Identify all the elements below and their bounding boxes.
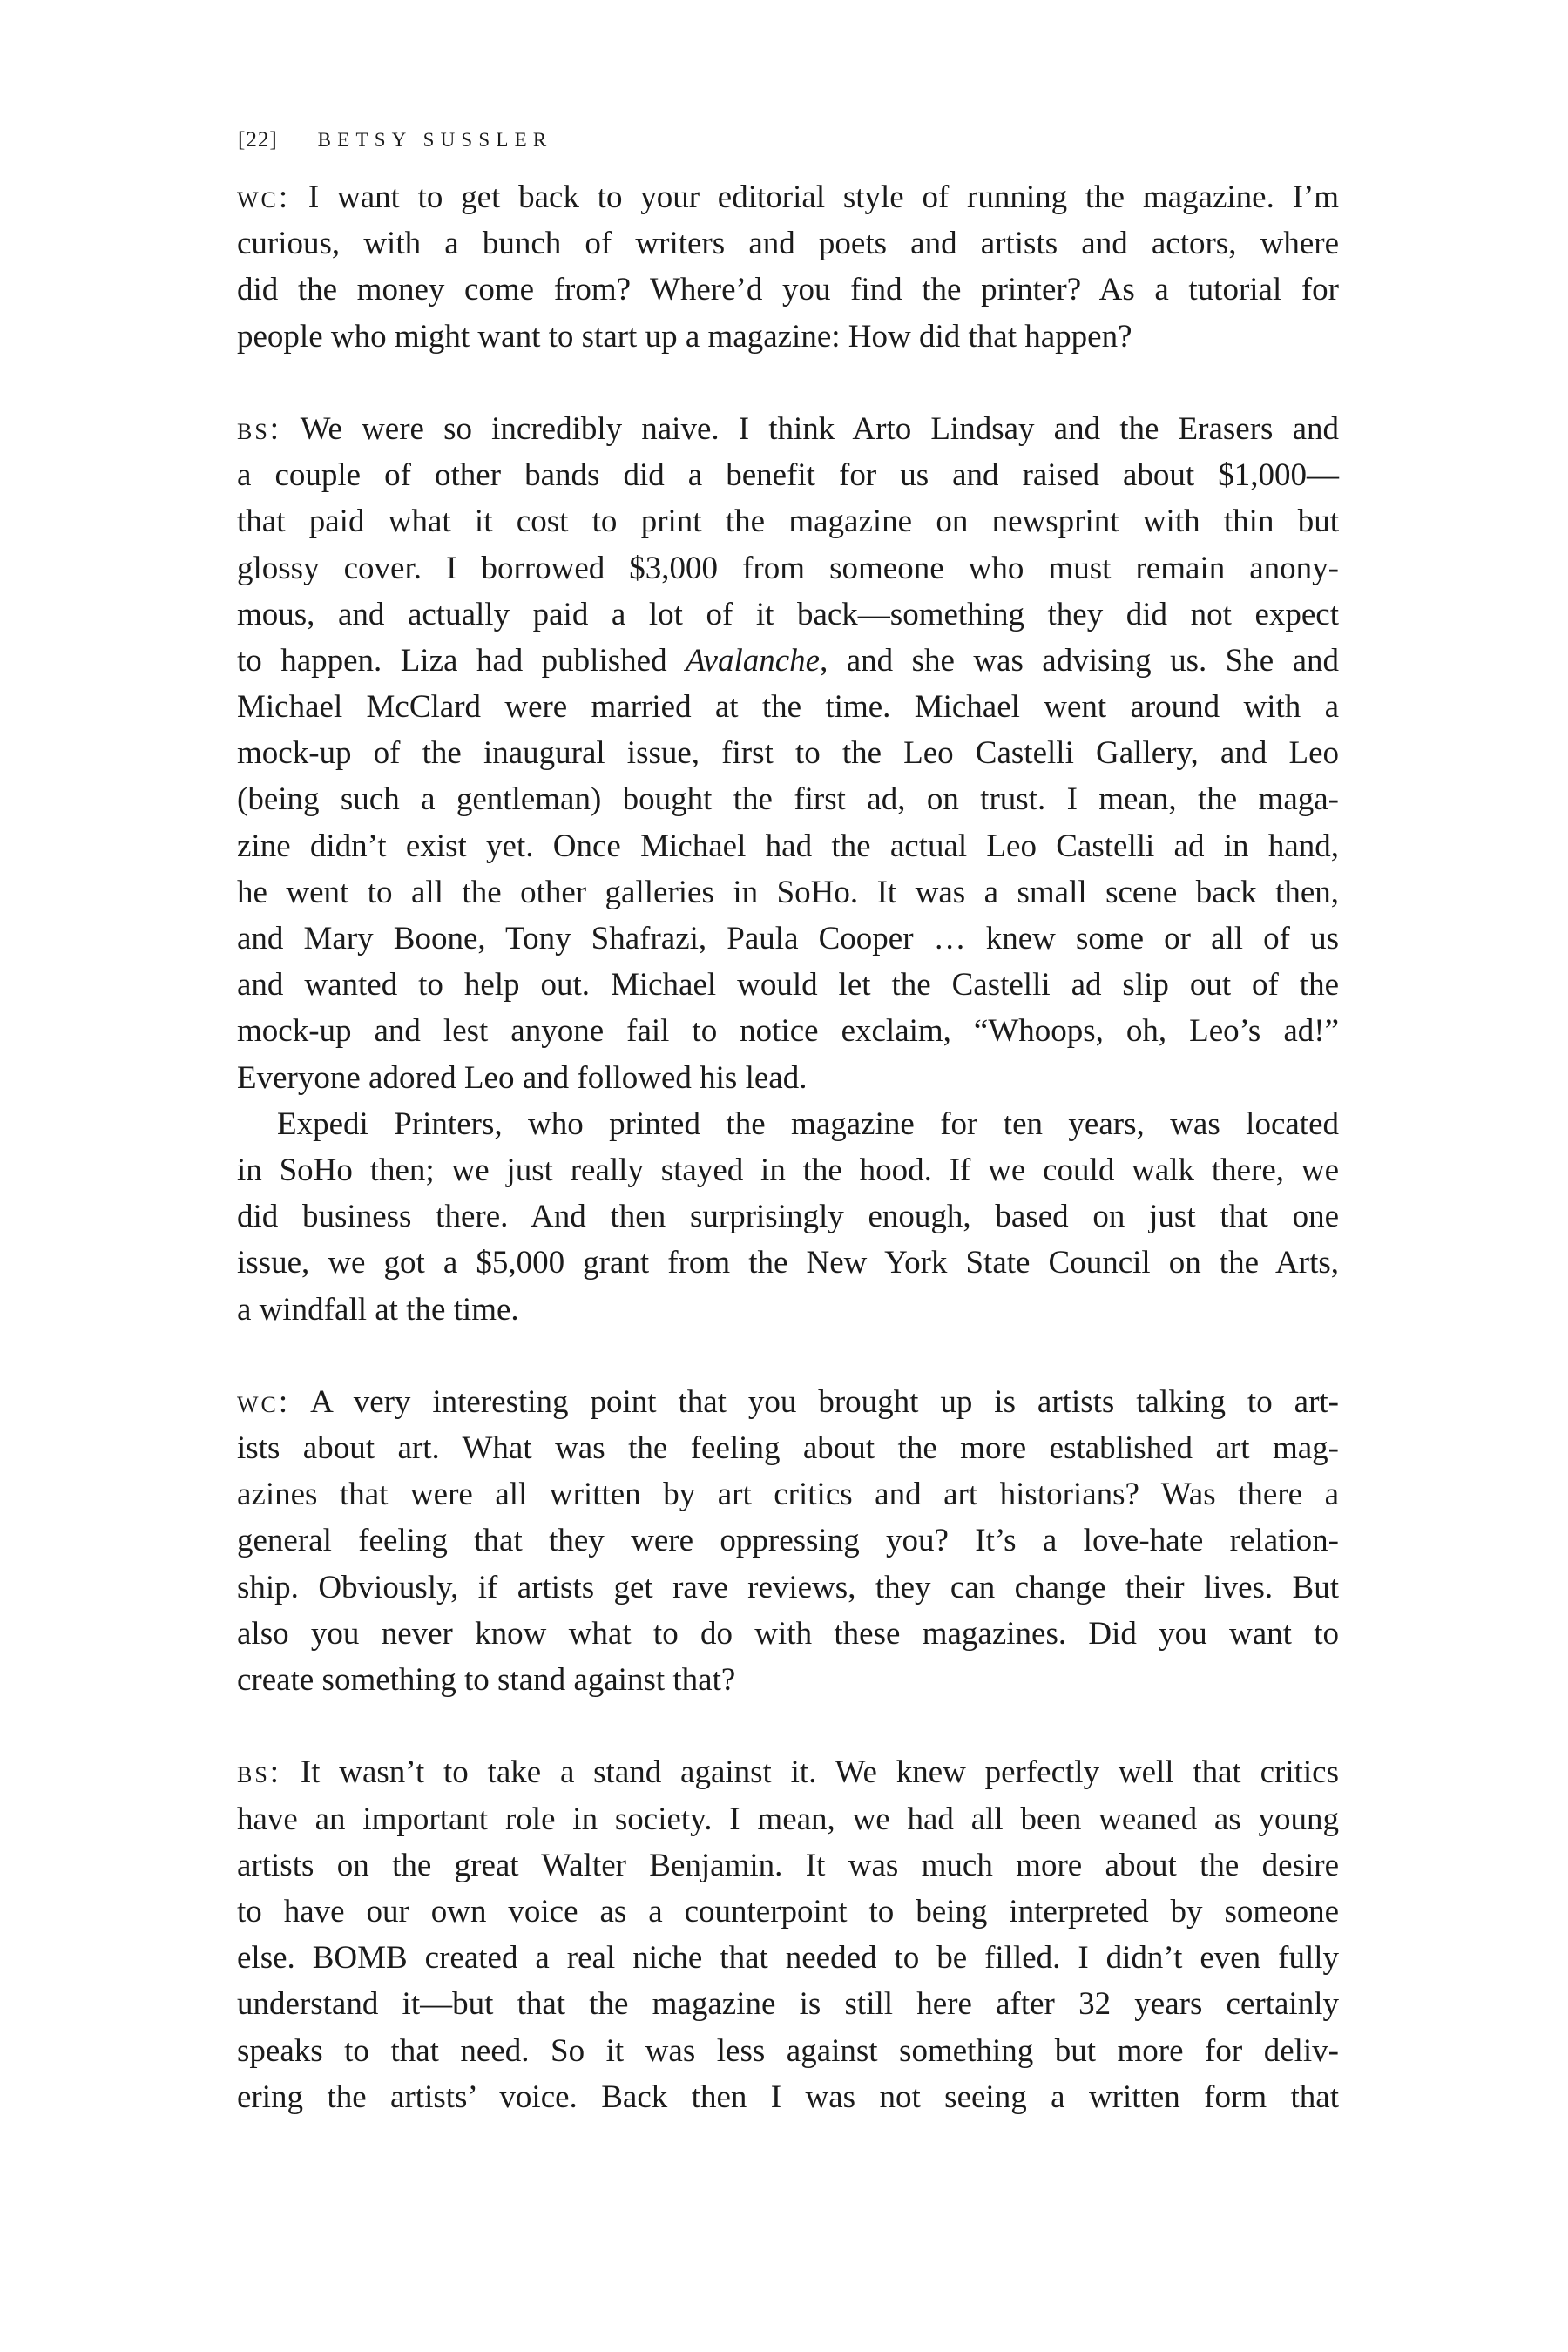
paragraph-gap: [237, 360, 1339, 406]
text-line: a couple of other bands did a benefit for us and raised about $1,000—: [237, 457, 1339, 494]
text-line: curious, with a bunch of writers and poets and artists and actors, where: [237, 226, 1339, 262]
text-line: did business there. And then surprisingly enough, based on just that one: [237, 1199, 1339, 1235]
text-line: that paid what it cost to print the magazine on newsprint with thin but: [237, 504, 1339, 540]
text-line: wc: I want to get back to your editorial style of running the magazine. I’m: [237, 179, 1339, 215]
text-line: speaks to that need. So it was less against something but more for deliv-: [237, 2032, 1339, 2069]
speaker-label: bs:: [237, 1754, 282, 1791]
running-head: [238, 127, 552, 153]
text-line: (being such a gentleman) bought the first ad, on trust. I mean, the maga-: [237, 781, 1339, 818]
text-line: create something to stand against that?: [237, 1662, 736, 1698]
text-line: he went to all the other galleries in SoHo. It was a small scene back then,: [237, 874, 1339, 910]
interview-answer: [237, 406, 1339, 1101]
text-line: ship. Obviously, if artists get rave reviews, they can change their lives. But: [237, 1569, 1339, 1605]
speaker-label: wc:: [237, 1383, 291, 1420]
text-line: mock-up of the inaugural issue, first to the Leo Castelli Gallery, and Leo: [237, 735, 1339, 772]
text-line: general feeling that they were oppressing you? It’s a love-hate relation-: [237, 1523, 1339, 1559]
text-line: did the money come from? Where’d you find the printer? As a tutorial for: [237, 272, 1339, 308]
text-line: to happen. Liza had published Avalanche, and she was advising us. She and: [237, 642, 1339, 679]
text-line: zine didn’t exist yet. Once Michael had the actual Leo Castelli ad in hand,: [237, 828, 1339, 864]
text-line: Everyone adored Leo and followed his lead.: [237, 1059, 808, 1096]
text-line: bs: We were so incredibly naive. I think Arto Lindsay and the Erasers and: [237, 410, 1339, 447]
text-line: a windfall at the time.: [237, 1291, 519, 1328]
interview-answer: [237, 1749, 1339, 2120]
text-line: have an important role in society. I mean, we had all been weaned as young: [237, 1801, 1339, 1837]
publication-title: Avalanche: [685, 642, 821, 679]
page-body: [237, 174, 1339, 2120]
text-line: to have our own voice as a counterpoint to being interpreted by someone: [237, 1893, 1339, 1930]
running-head-author: BETSY SUSSLER: [317, 129, 553, 151]
text-line: also you never know what to do with these magazines. Did you want to: [237, 1615, 1339, 1652]
text-line: and wanted to help out. Michael would let the Castelli ad slip out of the: [237, 967, 1339, 1004]
text-line: Expedi Printers, who printed the magazine for ten years, was located: [277, 1105, 1339, 1142]
speaker-label: wc:: [237, 179, 291, 215]
text-line: azines that were all written by art critics and art historians? Was there a: [237, 1477, 1339, 1513]
interview-question: [237, 1379, 1339, 1703]
text-line: glossy cover. I borrowed $3,000 from someone who must remain anony-: [237, 550, 1339, 586]
paragraph-gap: [237, 1703, 1339, 1749]
paragraph-gap: [237, 1333, 1339, 1379]
interview-answer-continued: [237, 1101, 1339, 1333]
text-line: artists on the great Walter Benjamin. It was much more about the desire: [237, 1847, 1339, 1883]
text-line: people who might want to start up a magazine: How did that happen?: [237, 318, 1132, 355]
text-line: Michael McClard were married at the time. Michael went around with a: [237, 689, 1339, 726]
text-line: mous, and actually paid a lot of it back—something they did not expect: [237, 596, 1339, 632]
text-line: in SoHo then; we just really stayed in the hood. If we could walk there, we: [237, 1152, 1339, 1188]
speaker-label: bs:: [237, 410, 282, 447]
text-line: bs: It wasn’t to take a stand against it. We knew perfectly well that critics: [237, 1754, 1340, 1791]
text-line: ists about art. What was the feeling about the more established art mag-: [237, 1430, 1339, 1467]
text-line: understand it—but that the magazine is still here after 32 years certainly: [237, 1986, 1339, 2023]
text-line: and Mary Boone, Tony Shafrazi, Paula Cooper … knew some or all of us: [237, 921, 1339, 956]
text-line: wc: A very interesting point that you brought up is artists talking to art-: [237, 1383, 1339, 1420]
text-line: mock-up and lest anyone fail to notice exclaim, “Whoops, oh, Leo’s ad!”: [237, 1013, 1339, 1050]
page-number: [22]: [238, 128, 278, 152]
text-line: else. BOMB created a real niche that needed to be filled. I didn’t even fully: [237, 1940, 1339, 1977]
text-line: issue, we got a $5,000 grant from the New York State Council on the Arts,: [237, 1245, 1339, 1281]
interview-question: [237, 174, 1339, 360]
text-line: ering the artists’ voice. Back then I was not seeing a written form that: [237, 2078, 1339, 2115]
